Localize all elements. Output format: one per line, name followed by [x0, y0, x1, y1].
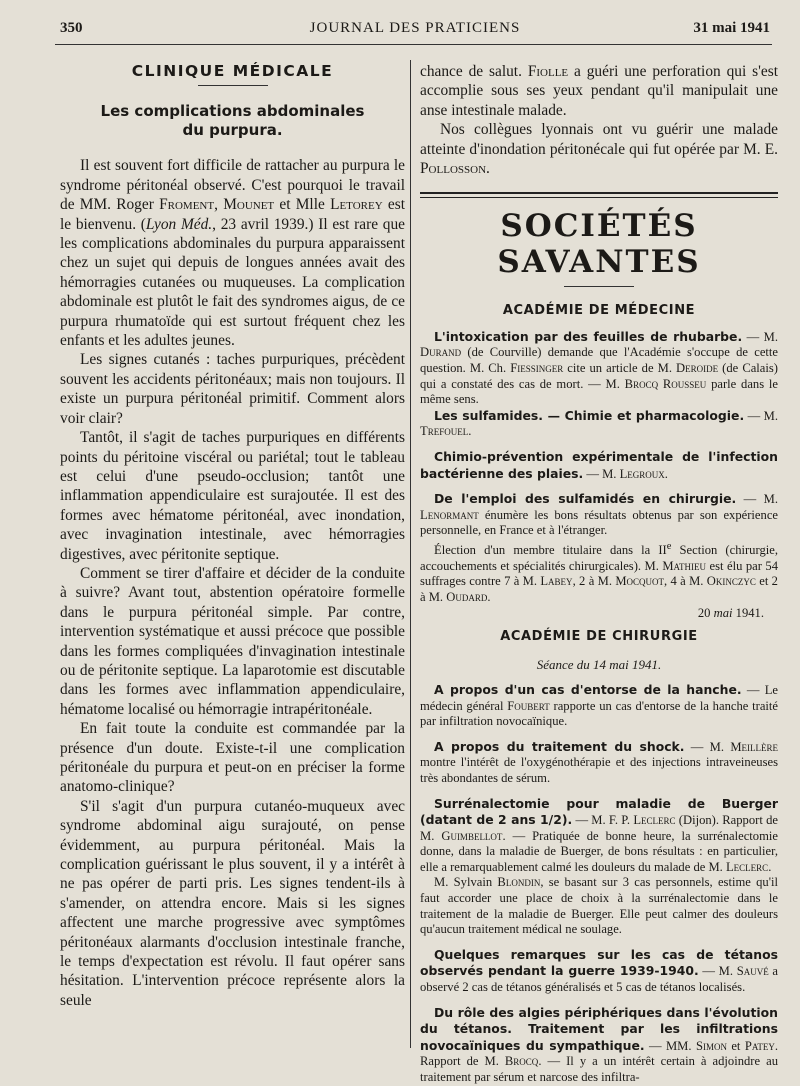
text-run: .	[768, 859, 772, 874]
author-name: Okinczyc	[706, 574, 756, 589]
section-double-rule	[420, 192, 778, 198]
report-title: Quelques remarques sur les cas de tétanos observés pendant la guerre 1939-1940.	[420, 946, 778, 979]
report-chimio-prevention	[420, 449, 778, 482]
text-run: et 2 à M.	[420, 574, 778, 604]
paragraph-4: Comment se tirer d'affaire et décider de la conduite à suivre? Avant tout, abstention opératoire formelle dans le purpura péritonéal simple. Par contre, intervention systématique et aussi précoce que possible dans les formes compliquées d'invagination intestinale ou de péritonite septique. La laparotomie est discutable dans les formes avec inflammation appendiculaire, hématome localisé ou hémorragie intrapéritonéale.	[60, 564, 405, 718]
text-run: Section (chirurgie, accouchements et spécialités chirurgicales). M.	[420, 543, 778, 573]
text-run: .	[487, 589, 491, 604]
text-run: est élu par 54 suffrages contre 7 à M.	[420, 558, 778, 589]
text-run: . — Il y a un intérêt certain à adjoindre au traitement par sérum et narcose des infiltra-	[420, 1054, 778, 1084]
text-run: a observé 2 cas de tétanos généralisés et 5 cas de tétanos localisés.	[420, 964, 778, 995]
text-run: est le bienvenu. (	[60, 196, 405, 233]
author-name: Froment	[159, 196, 215, 214]
text-run: .	[468, 424, 472, 439]
text-run: — M.	[744, 408, 778, 423]
closing-paragraph	[420, 120, 778, 178]
report-title: Les sulfamides. — Chimie et pharmacologie.	[434, 407, 745, 423]
report-title: Chimio-prévention expérimentale de l'infection bactérienne des plaies.	[420, 449, 778, 481]
text-run: . — Pratiquée de bonne heure, la surrénalectomie donne, dans la maladie de Buerger, de bons résultats : en particulier, elle a remarquablement calmé les douleurs du malade de M.	[420, 828, 778, 874]
paragraph-6: S'il s'agit d'un purpura cutanéo-muqueux avec syndrome abdominal aigu surajouté, on pense évidemment, au purpura péritonéal. Mais la complication guérissant le plus souvent, il y a intérêt à ne pas opérer de parti pris. Les signes tendent-ils à s'amender, on attendra encore. Mais si les signes affectent une marche progressive avec symptômes péritonéaux alarmants d'occlusion intestinale franche, le temps d'expectation est révolu. Il faut opérer sans hésitation. L'intervention précoce représente alors la seule	[60, 797, 405, 1009]
title-rule	[564, 286, 634, 287]
report-rhubarbe	[420, 329, 778, 408]
author-name: Deroide	[676, 361, 719, 376]
author-name: Sauvé	[736, 964, 769, 979]
report-sulfamides-chirurgie	[420, 491, 778, 539]
text-run: — M.	[736, 492, 778, 507]
seance-date: Séance du 14 mai 1941.	[536, 656, 662, 672]
author-name: Brocq	[504, 1054, 539, 1069]
report-election	[420, 539, 778, 621]
report-entorse	[420, 682, 778, 730]
report-algies	[420, 1005, 778, 1086]
text-run: , se basant sur 3 cas personnels, estime qu'il faut accorder une place de choix à la surrénalectomie dans le traitement de la maladie de Buerger. Elle peut calmer des douleurs qu'aucun traitement médical ne soulage.	[420, 875, 778, 937]
text-run: Nos collègues lyonnais ont vu guérir une malade atteinte d'inondation péritonécale qui fut opérée par M. E.	[420, 121, 778, 158]
report-shock	[420, 739, 778, 787]
text-run: , 4 à M.	[664, 574, 707, 589]
report-buerger	[420, 796, 778, 876]
medecine-reports	[420, 329, 778, 621]
column-divider	[410, 60, 411, 1048]
text-run: — M.	[583, 466, 620, 481]
text-run: (de Calais) qui a constaté des cas de mort. — M.	[420, 361, 778, 391]
author-name: Pollosson	[420, 160, 487, 178]
text-run: énumère les bons résultats obtenus par son expérience personnelle, en France et à l'étranger.	[420, 507, 778, 538]
paragraph-2: Les signes cutanés : taches purpuriques, précèdent souvent les accidents péritonéaux; mais non toujours. Il existe un purpura péritonéal primitif. Comment alors voir clair?	[60, 351, 405, 427]
author-name: Brocq Rousseu	[624, 376, 707, 391]
text-run: ,	[214, 196, 224, 214]
paragraph-5: En fait toute la conduite est commandée par la présence d'un doute. Existe-t-il une complication péritonéale du purpura et peut-on en préciser la forme anatomo-clinique?	[60, 720, 405, 796]
text-run: mai	[713, 605, 733, 620]
right-column	[420, 62, 778, 1086]
author-name: Oudard	[446, 589, 488, 604]
text-run: .	[486, 160, 490, 178]
text-run: , 23 avril 1939.) Il est rare que les complications abdominales du purpura apparaissent chez un sujet qui depuis de longues années avait des hémorragies cutanées ou muqueuses. La complication abdominale est plutôt le fait des syndromes aigus, de ce purpura rhumatoïde qui est surtout fréquent chez les enfants et les adultes jeunes.	[60, 215, 405, 350]
report-sulfamides	[420, 408, 778, 440]
text-run: parle dans le même sens.	[420, 376, 778, 407]
text-run: — MM.	[644, 1038, 696, 1053]
text-run: — Le médecin général	[420, 682, 778, 713]
societes-savantes-title: SOCIÉTÉS SAVANTES	[497, 208, 701, 281]
author-name: Leclerc	[725, 859, 769, 874]
author-name: Leclerc	[633, 813, 676, 828]
author-name: Fiolle	[527, 63, 569, 80]
text-run: — M.	[684, 739, 731, 754]
text-run: Élection d'un membre titulaire dans la II	[434, 543, 667, 558]
page-number: 350	[60, 20, 83, 36]
author-name: Durand	[420, 345, 462, 360]
chirurgie-reports	[420, 682, 778, 1086]
article-title-line-2: du purpura.	[182, 121, 283, 140]
running-header	[60, 18, 770, 40]
text-run: , 2 à M.	[572, 574, 616, 589]
text-run: — M.	[742, 329, 778, 344]
text-run: rapporte un cas d'entorse de la hanche traité par infiltration novocaïnique.	[420, 698, 778, 729]
author-name: Blondin	[497, 875, 541, 890]
report-title: Du rôle des algies périphériques dans l'évolution du tétanos. Traitement par les infiltrations novocaïniques du sympathique.	[420, 1004, 778, 1053]
text-run: chance de salut.	[420, 63, 528, 80]
paragraph-1	[60, 156, 405, 350]
continued-paragraph	[420, 62, 778, 120]
text-run: — M. F. P.	[572, 813, 634, 828]
author-name: Lenormant	[420, 507, 479, 522]
header-rule	[55, 44, 772, 45]
author-name: Simon	[695, 1038, 727, 1053]
author-name: Legroux	[619, 466, 665, 481]
section-title: CLINIQUE MÉDICALE	[131, 62, 334, 80]
text-run: 20	[697, 605, 714, 620]
text-run: et	[726, 1038, 745, 1053]
left-column	[60, 62, 405, 1010]
author-name: Fiessinger	[510, 361, 564, 376]
report-title: Surrénalectomie pour maladie de Buerger (datant de 2 ans 1/2).	[420, 795, 778, 828]
text-run: 1941.	[732, 605, 764, 620]
author-name: Mocquot	[615, 574, 665, 589]
author-name: Patey	[744, 1038, 775, 1053]
academie-medecine-heading: ACADÉMIE DE MÉDECINE	[502, 303, 696, 319]
paragraph-3: Tantôt, il s'agit de taches purpuriques en différents points du péritoine viscéral ou pariétal; tout le tableau est celui d'une pseudo-occlusion; tantôt une inflammation appendiculaire est surajoutée. Il est des formes avec hématome péritonéal, avec inondation, avec invagination intestinale, avec hémorragies digestives, avec péritonite septique.	[60, 429, 405, 563]
report-title: De l'emploi des sulfamidés en chirurgie.	[434, 491, 737, 507]
author-name: Guimbellot	[441, 828, 503, 843]
author-name: Mathieu	[662, 558, 707, 573]
author-name: Trefouel	[420, 424, 469, 439]
report-date	[420, 606, 778, 622]
text-run: et Mlle	[274, 196, 331, 214]
author-name: Meillère	[730, 739, 778, 754]
text-run: . Rapport de M.	[420, 1038, 778, 1069]
article-title-line-1: Les complications abdominales	[100, 102, 365, 121]
citation-journal: Lyon Méd.	[145, 215, 213, 233]
text-run: (Dijon). Rapport de M.	[420, 813, 778, 843]
text-run: — M.	[698, 964, 737, 979]
author-name: Mounet	[223, 196, 275, 214]
text-run: (de Courville) demande que l'Académie s'occupe de cette question. M. Ch.	[420, 345, 778, 376]
author-name: Foubert	[507, 698, 550, 713]
text-run: cite un article de M.	[563, 361, 677, 376]
article-title	[60, 102, 405, 140]
superscript: e	[666, 540, 672, 552]
text-run: Il est souvent fort difficile de rattacher au purpura le syndrome péritonéal observé. C'est pourquoi le travail de MM. Roger	[60, 157, 405, 214]
text-run: .	[664, 466, 668, 481]
academie-chirurgie-heading: ACADÉMIE DE CHIRURGIE	[500, 629, 698, 645]
report-title: L'intoxication par des feuilles de rhubarbe.	[434, 328, 743, 344]
issue-date: 31 mai 1941	[693, 20, 770, 36]
report-title: A propos du traitement du shock.	[434, 738, 685, 754]
report-title: A propos d'un cas d'entorse de la hanche.	[434, 681, 742, 697]
report-blondin	[420, 875, 778, 937]
text-run: M. Sylvain	[434, 875, 498, 890]
text-run: montre l'intérêt de l'oxygénothérapie et des injections intraveineuses très abondantes de sérum.	[420, 755, 778, 785]
section-rule	[198, 85, 268, 86]
text-run: a guéri une perforation qui s'est accomplie sous ses yeux pendant qu'il manipulait une anse intestinale malade.	[420, 63, 778, 119]
journal-title: JOURNAL DES PRATICIENS	[309, 20, 521, 36]
author-name: Labey	[540, 574, 573, 589]
author-name: Letorey	[330, 196, 383, 214]
report-tetanos	[420, 947, 778, 996]
